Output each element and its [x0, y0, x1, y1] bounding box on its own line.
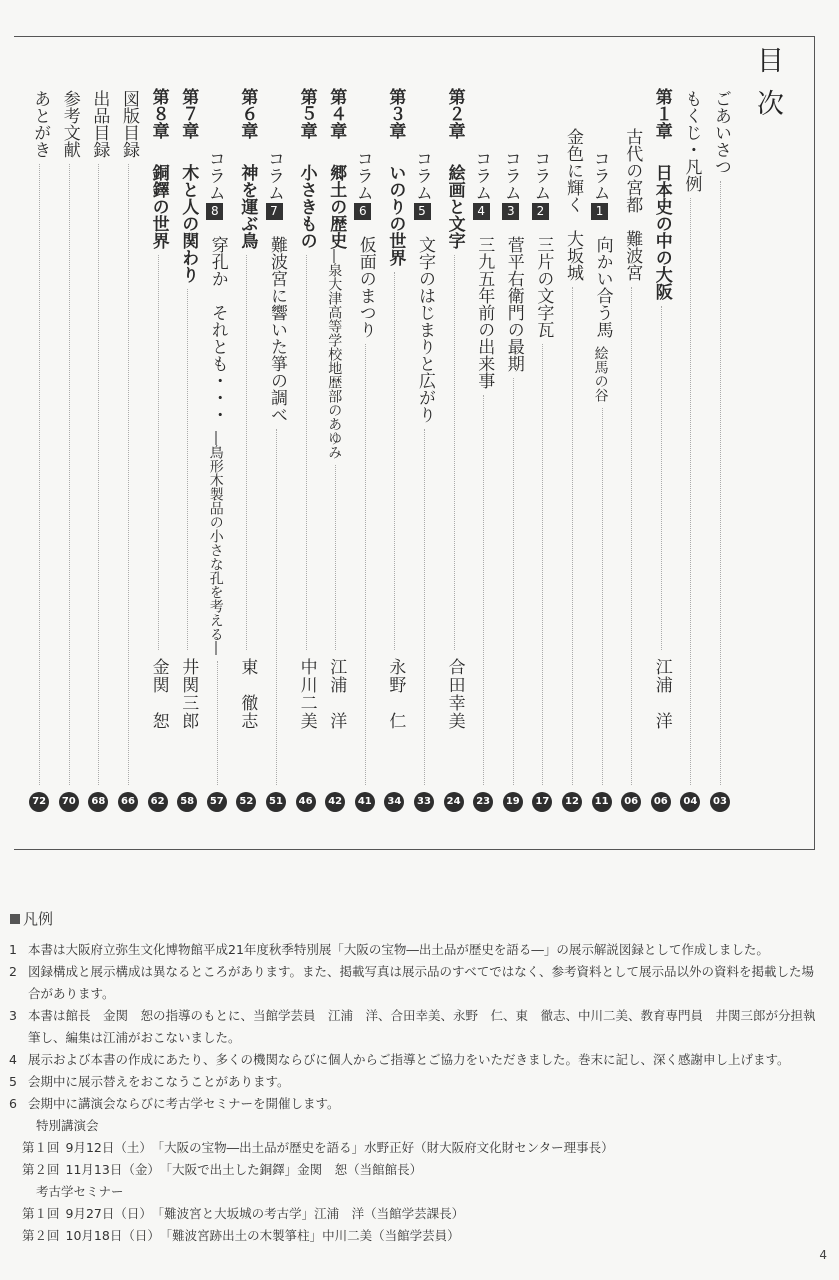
- event-no: 第２回: [22, 1162, 60, 1177]
- toc-row[interactable]: [409, 0, 439, 860]
- column-label: コラム2: [530, 150, 551, 218]
- page-number-badge: 11: [592, 792, 612, 812]
- author-name: 永野 仁: [385, 658, 406, 730]
- toc-row[interactable]: [675, 0, 705, 860]
- page-number-badge: 06: [621, 792, 641, 812]
- page-number-badge: 03: [710, 792, 730, 812]
- note-text: 本書は館長 金関 恕の指導のもとに、当館学芸員 江浦 洋、合田幸美、永野 仁、東 徹志、中川二美、教育専門員 井関三郎が分担執筆し、編集は江浦がおこないました。: [28, 1008, 816, 1045]
- note-text: 会期中に展示替えをおこなうことがあります。: [28, 1074, 290, 1089]
- leader-line: [187, 289, 188, 650]
- column-subtitle: ―鳥形木製品の小さな孔を考える―: [207, 431, 224, 655]
- author-name: 金関 恕: [148, 658, 169, 730]
- toc-row[interactable]: [54, 0, 84, 860]
- chapter-label: 第２章: [444, 88, 465, 139]
- toc-entry-title: 金色に輝く 大坂城: [563, 128, 583, 281]
- leader-line: [128, 164, 129, 785]
- chapter-title: 郷土の歴史: [326, 164, 347, 249]
- toc-row[interactable]: [320, 0, 350, 860]
- column-subtitle: 絵馬の谷: [592, 346, 609, 402]
- event-talk: 「難波宮跡出土の木製箏柱」中川二美（当館学芸員）: [165, 1228, 460, 1243]
- leader-line: [720, 181, 721, 785]
- chapter-label: 第７章: [178, 88, 199, 139]
- column-number-badge: 8: [206, 203, 223, 220]
- column-title: 仮面のまつり: [355, 236, 376, 338]
- page-number-badge: 19: [503, 792, 523, 812]
- toc-row[interactable]: [557, 0, 587, 860]
- page-number-badge: 66: [118, 792, 138, 812]
- leader-line: [246, 255, 247, 650]
- author-name: 江浦 洋: [326, 658, 347, 730]
- column-number-badge: 5: [414, 203, 431, 220]
- column-label: コラム5: [412, 150, 432, 218]
- note-number: 6: [9, 1096, 17, 1111]
- chapter-title: 銅鐸の世界: [148, 164, 169, 249]
- event-talk: 「難波宮と大坂城の考古学」江浦 洋（当館学芸課長）: [157, 1206, 465, 1221]
- column-number-badge: 2: [532, 203, 549, 220]
- page-number-badge: 33: [414, 792, 434, 812]
- toc-entry-title: 出品目録: [89, 90, 110, 158]
- note-number: 4: [9, 1052, 17, 1067]
- event-no: 第１回: [22, 1206, 60, 1221]
- seminar-title: 考古学セミナー: [36, 1184, 124, 1199]
- page-number-badge: 72: [29, 792, 49, 812]
- event-date: 10月18日（日）: [65, 1228, 160, 1243]
- toc-entry-title: 図版目録: [119, 90, 139, 158]
- chapter-label: 第５章: [296, 88, 317, 139]
- page-number-badge: 23: [473, 792, 493, 812]
- leader-line: [276, 429, 277, 785]
- chapter-title: 日本史の中の大阪: [651, 164, 672, 300]
- column-title: 穿孔か それとも・・・: [207, 236, 228, 423]
- leader-line: [690, 198, 691, 785]
- leader-line: [424, 429, 425, 785]
- event-no: 第２回: [22, 1228, 60, 1243]
- note-text: 会期中に講演会ならびに考古学セミナーを開催します。: [28, 1096, 340, 1111]
- notes-section: [6, 908, 816, 1247]
- page-number-badge: 34: [384, 792, 404, 812]
- leader-line: [602, 408, 603, 785]
- event-row: [6, 1159, 816, 1181]
- author-name: 東 徹志: [237, 658, 258, 730]
- toc-row[interactable]: [527, 0, 557, 860]
- leader-line: [39, 164, 40, 785]
- toc-row[interactable]: [172, 0, 202, 860]
- leader-line: [661, 306, 662, 650]
- column-number-badge: 7: [266, 203, 283, 220]
- toc-row[interactable]: [498, 0, 528, 860]
- leader-line: [631, 287, 632, 785]
- event-row: [6, 1137, 816, 1159]
- toc-row[interactable]: [261, 0, 291, 860]
- toc-row[interactable]: [705, 0, 735, 860]
- chapter-subtitle: ―泉大津高等学校地歴部のあゆみ: [326, 249, 343, 459]
- notes-list: [6, 939, 816, 1115]
- chapter-title: 木と人の関わり: [178, 164, 199, 283]
- square-bullet-icon: [10, 914, 20, 924]
- seminar-list: [6, 1203, 816, 1247]
- leader-line: [542, 344, 543, 785]
- column-number-badge: 1: [591, 203, 608, 220]
- column-title: 難波宮に響いた箏の調べ: [267, 236, 287, 423]
- column-number-badge: 6: [354, 203, 371, 220]
- chapter-label: 第８章: [148, 88, 169, 139]
- event-row: [6, 1203, 816, 1225]
- note-number: 3: [9, 1008, 17, 1023]
- note-text: 図録構成と展示構成は異なるところがあります。また、掲載写真は展示品のすべてではなく、参考資料として展示品以外の資料を掲載した場合があります。: [28, 964, 815, 1001]
- chapter-label: 第３章: [385, 88, 406, 139]
- column-label: コラム4: [471, 150, 492, 218]
- page-number-badge: 12: [562, 792, 582, 812]
- toc-entry-title: あとがき: [30, 90, 51, 158]
- page-number-badge: 62: [148, 792, 168, 812]
- note-text: 本書は大阪府立弥生文化博物館平成21年度秋季特別展「大阪の宝物―出土品が歴史を語る―」の展示解説図録として作成しました。: [28, 942, 769, 957]
- toc-row[interactable]: [202, 0, 232, 860]
- author-name: 井関三郎: [178, 658, 199, 730]
- event-talk: 「大阪の宝物―出土品が歴史を語る」水野正好（財大阪府文化財センター理事長）: [157, 1140, 614, 1155]
- chapter-label: 第１章: [651, 88, 672, 139]
- chapter-title: いのりの世界: [385, 164, 406, 266]
- note-number: 2: [9, 964, 17, 979]
- toc-row[interactable]: [291, 0, 321, 860]
- leader-line: [394, 272, 395, 650]
- leader-line: [572, 287, 573, 785]
- toc-row[interactable]: [83, 0, 113, 860]
- note-item: [6, 961, 816, 1005]
- leader-line: [98, 164, 99, 785]
- note-number: 5: [9, 1074, 17, 1089]
- column-label: コラム3: [500, 150, 521, 218]
- author-name: 江浦 洋: [651, 658, 672, 730]
- column-label: コラム8: [204, 150, 225, 218]
- column-title: 三九五年前の出来事: [474, 236, 495, 389]
- event-date: 9月12日（土）: [65, 1140, 152, 1155]
- column-label: コラム7: [264, 150, 284, 218]
- chapter-label: 第４章: [326, 88, 347, 139]
- leader-line: [217, 661, 218, 785]
- leader-line: [306, 255, 307, 650]
- page-number-badge: 46: [296, 792, 316, 812]
- toc-row[interactable]: [587, 0, 617, 860]
- toc-entry-title: 参考文献: [59, 90, 80, 158]
- note-text: 展示および本書の作成にあたり、多くの機関ならびに個人からご指導とご協力をいただきました。巻末に記し、深く感謝申し上げます。: [28, 1052, 790, 1067]
- note-item: [6, 1049, 816, 1071]
- toc-title: 目次: [752, 46, 783, 132]
- toc-row[interactable]: [379, 0, 409, 860]
- column-title: 文字のはじまりと広がり: [415, 236, 435, 423]
- toc-entry-title: もくじ・凡例: [681, 90, 702, 192]
- toc-row[interactable]: [143, 0, 173, 860]
- page-number-badge: 41: [355, 792, 375, 812]
- page-number-badge: 42: [325, 792, 345, 812]
- toc-row[interactable]: [468, 0, 498, 860]
- page-number: 4: [819, 1248, 827, 1262]
- page-number-badge: 17: [532, 792, 552, 812]
- event-row: [6, 1225, 816, 1247]
- lecture-list: [6, 1137, 816, 1181]
- lecture-title: 特別講演会: [36, 1118, 99, 1133]
- page-number-badge: 57: [207, 792, 227, 812]
- column-number-badge: 4: [473, 203, 490, 220]
- toc-row[interactable]: [24, 0, 54, 860]
- page-number-badge: 04: [680, 792, 700, 812]
- column-title: 三片の文字瓦: [533, 236, 554, 338]
- column-title: 向かい合う馬: [592, 236, 613, 338]
- notes-heading: 凡例: [6, 908, 816, 929]
- leader-line: [454, 255, 455, 650]
- note-item: [6, 1005, 816, 1049]
- toc-row[interactable]: [646, 0, 676, 860]
- page-number-badge: 68: [88, 792, 108, 812]
- toc-row[interactable]: [350, 0, 380, 860]
- chapter-title: 小さきもの: [296, 164, 317, 249]
- event-date: 9月27日（日）: [65, 1206, 152, 1221]
- column-label: コラム6: [352, 150, 373, 218]
- leader-line: [69, 164, 70, 785]
- column-label: コラム1: [589, 150, 610, 218]
- leader-line: [158, 255, 159, 650]
- page-number-badge: 58: [177, 792, 197, 812]
- event-no: 第１回: [22, 1140, 60, 1155]
- leader-line: [365, 344, 366, 785]
- leader-line: [513, 378, 514, 785]
- page-number-badge: 51: [266, 792, 286, 812]
- note-item: [6, 1093, 816, 1115]
- leader-line: [335, 465, 336, 650]
- column-title: 菅平右衛門の最期: [503, 236, 524, 372]
- page-number-badge: 06: [651, 792, 671, 812]
- chapter-title: 神を運ぶ鳥: [237, 164, 258, 249]
- chapter-title: 絵画と文字: [444, 164, 465, 249]
- chapter-label: 第６章: [237, 88, 258, 139]
- event-date: 11月13日（金）: [65, 1162, 160, 1177]
- note-item: [6, 939, 816, 961]
- toc-row[interactable]: [616, 0, 646, 860]
- page-number-badge: 70: [59, 792, 79, 812]
- event-talk: 「大阪で出土した銅鐸」金関 恕（当館館長）: [165, 1162, 423, 1177]
- toc-entry-title: ごあいさつ: [711, 90, 731, 175]
- toc-row[interactable]: [439, 0, 469, 860]
- note-item: [6, 1071, 816, 1093]
- page-number-badge: 52: [236, 792, 256, 812]
- leader-line: [483, 395, 484, 785]
- toc-row[interactable]: [231, 0, 261, 860]
- author-name: 合田幸美: [444, 658, 465, 730]
- page-number-badge: 24: [444, 792, 464, 812]
- author-name: 中川二美: [296, 658, 317, 730]
- note-number: 1: [9, 942, 17, 957]
- toc-row[interactable]: [113, 0, 143, 860]
- column-number-badge: 3: [502, 203, 519, 220]
- toc-entry-title: 古代の宮都 難波宮: [622, 128, 643, 281]
